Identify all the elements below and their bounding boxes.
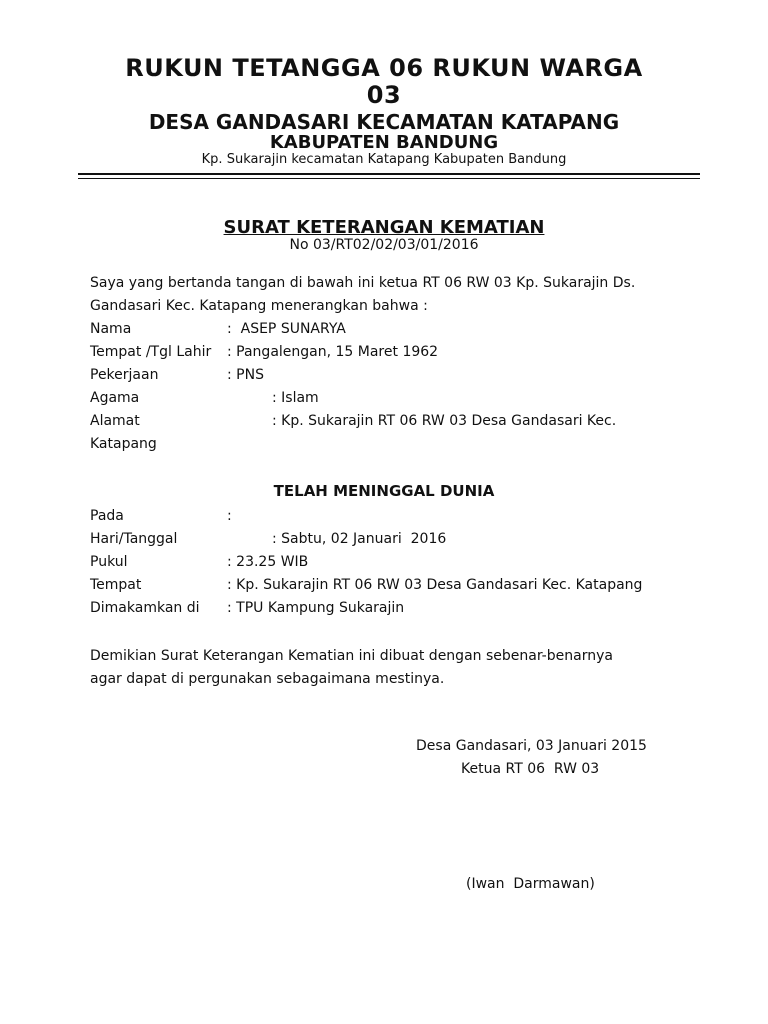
org-name-line1-cont: 03 — [366, 81, 402, 109]
birth-label: Tempat /Tgl Lahir — [90, 344, 212, 360]
closing-line-1: Demikian Surat Keterangan Kematian ini dibuat dengan sebenar-benarnya — [90, 648, 613, 664]
intro-line-2: Gandasari Kec. Katapang menerangkan bahwa : — [90, 298, 428, 314]
on-label: Pada — [90, 508, 124, 524]
header-rule-thick — [78, 173, 700, 175]
letter-number: No 03/RT02/02/03/01/2016 — [289, 237, 479, 253]
village-district-line: DESA GANDASARI KECAMATAN KATAPANG — [148, 110, 620, 134]
place-value: : Kp. Sukarajin RT 06 RW 03 Desa Gandasari Kec. Katapang — [227, 577, 643, 593]
signature-place-date: Desa Gandasari, 03 Januari 2015 — [416, 738, 647, 754]
address-label: Alamat — [90, 413, 140, 429]
birth-value: : Pangalengan, 15 Maret 1962 — [227, 344, 439, 360]
job-value: : PNS — [227, 367, 264, 383]
job-label: Pekerjaan — [90, 367, 159, 383]
signatory-name: (Iwan Darmawan) — [466, 876, 595, 892]
place-label: Tempat — [90, 577, 142, 593]
closing-line-2: agar dapat di pergunakan sebagaimana mestinya. — [90, 671, 445, 687]
letter-title — [0, 217, 768, 238]
religion-value: : Islam — [272, 390, 319, 406]
letterhead-address: Kp. Sukarajin kecamatan Katapang Kabupaten Bandung — [201, 152, 567, 167]
buried-value: : TPU Kampung Sukarajin — [227, 600, 405, 616]
letter-title-text: SURAT KETERANGAN KEMATIAN — [223, 217, 545, 238]
day-value: : Sabtu, 02 Januari 2016 — [272, 531, 447, 547]
time-value: : 23.25 WIB — [227, 554, 309, 570]
buried-label: Dimakamkan di — [90, 600, 200, 616]
day-label: Hari/Tanggal — [90, 531, 178, 547]
signature-position: Ketua RT 06 RW 03 — [461, 761, 600, 777]
header-rule-thin — [78, 178, 700, 179]
intro-line-1: Saya yang bertanda tangan di bawah ini ketua RT 06 RW 03 Kp. Sukarajin Ds. — [90, 275, 636, 291]
religion-label: Agama — [90, 390, 140, 406]
address-value: : Kp. Sukarajin RT 06 RW 03 Desa Gandasari Kec. — [272, 413, 617, 429]
name-label: Nama — [90, 321, 132, 337]
time-label: Pukul — [90, 554, 128, 570]
death-heading: TELAH MENINGGAL DUNIA — [273, 482, 495, 500]
regency-line: KABUPATEN BANDUNG — [269, 132, 499, 153]
on-value: : — [227, 508, 232, 524]
org-name-line1: RUKUN TETANGGA 06 RUKUN WARGA — [125, 54, 643, 82]
name-value: : ASEP SUNARYA — [227, 321, 346, 337]
address-continuation: Katapang — [90, 436, 157, 452]
